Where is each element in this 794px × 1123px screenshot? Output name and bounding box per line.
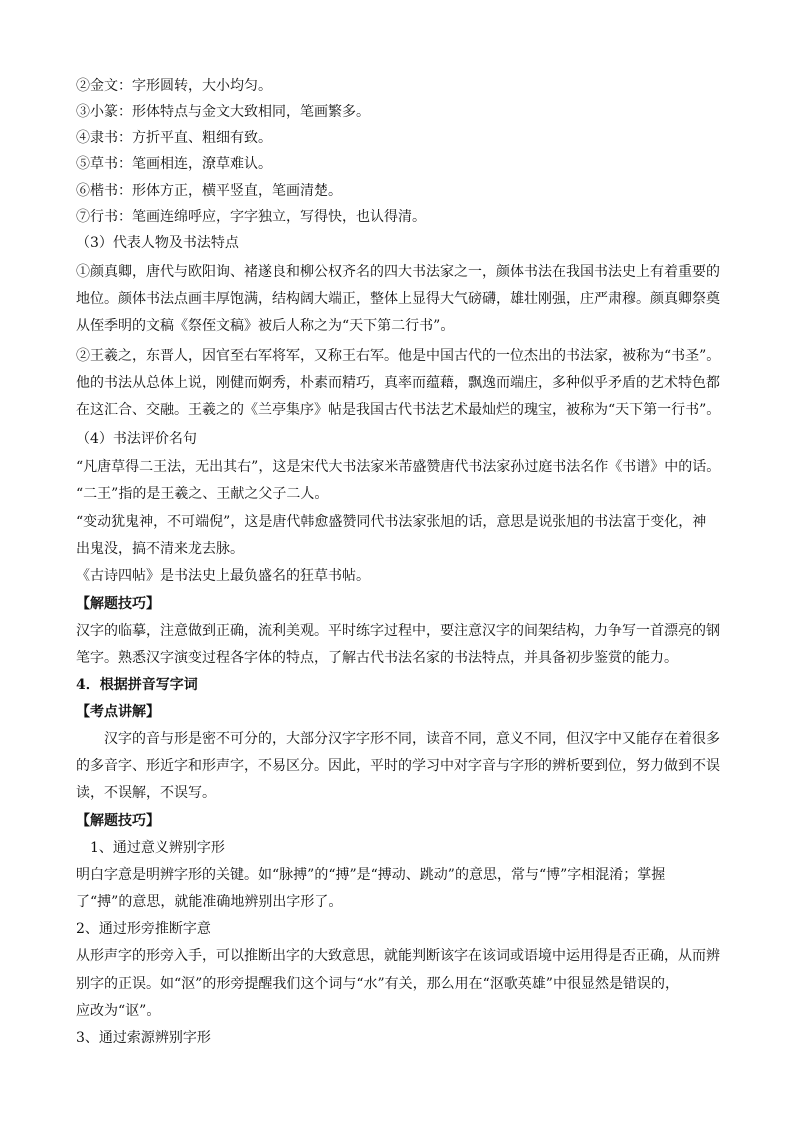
section-title: 4．根据拼音写字词 [76,677,198,693]
text-line: ⑥楷书：形体方正，横平竖直，笔画清楚。 [76,183,342,199]
text-line: ⑦行书：笔画连绵呼应，字字独立，写得快，也认得清。 [76,209,426,225]
text-line: 汉字的临摹，注意做到正确，流利美观。平时练字过程中，要注意汉字的间架结构，力争写一首漂亮的钢 [76,623,720,639]
text-line: ②金文：字形圆转，大小均匀。 [76,78,272,94]
text-line: ⑤草书：笔画相连，潦草难认。 [76,156,272,172]
subsection-heading: 2、通过形旁推断字意 [76,921,211,937]
text-line: 应改为“讴”。 [76,1003,161,1019]
text-line: “凡唐草得二王法，无出其右”，这是宋代大书法家米芾盛赞唐代书法家孙过庭书法名作《书谱》中的话。 [76,459,721,475]
section-label: 【解题技巧】 [76,596,160,612]
text-line: 从侄季明的文稿《祭侄文稿》被后人称之为“天下第二行书”。 [76,318,455,334]
text-line: “变动犹鬼神，不可端倪”，这是唐代韩愈盛赞同代书法家张旭的话，意思是说张旭的书法富于变化，神 [76,514,707,530]
text-line: ④隶书：方折平直、粗细有致。 [76,130,272,146]
text-line: 笔字。熟悉汉字演变过程各字体的特点，了解古代书法名家的书法特点，并具备初步鉴赏的能力。 [76,650,678,666]
subsection-heading: 3、通过索源辨别字形 [76,1030,211,1046]
text-line: 汉字的音与形是密不可分的，大部分汉字字形不同，读音不同，意义不同，但汉字中又能存在着很多 [76,731,720,747]
text-line: 读，不误解，不误写。 [76,785,216,801]
text-line: 的多音字、形近字和形声字，不易区分。因此，平时的学习中对字音与字形的辨析要到位，努力做到不误 [76,758,720,774]
text-line: 地位。颜体书法点画丰厚饱满，结构阔大端正，整体上显得大气磅礴，雄壮刚强，庄严肃穆。颜真卿祭奠 [76,291,720,307]
subsection-heading: 1、通过意义辨别字形 [76,840,225,856]
text-line: ②王羲之，东晋人，因官至右军将军，又称王右军。他是中国古代的一位杰出的书法家，被称为“书圣”。 [76,348,721,364]
section-heading: （4）书法评价名句 [76,431,197,447]
text-line: 他的书法从总体上说，刚健而婀秀，朴素而精巧，真率而蕴藉，飘逸而端庄，多种似乎矛盾的艺术特色都 [76,375,720,391]
text-line: 明白字意是明辨字形的关键。如“脉搏”的“搏”是“搏动、跳动”的意思，常与“博”字相混淆；掌握 [76,867,666,883]
text-line: 在这汇合、交融。王羲之的《兰亭集序》帖是我国古代书法艺术最灿烂的瑰宝，被称为“天下第一行书”。 [76,402,721,418]
text-line: 出鬼没，搞不清来龙去脉。 [76,541,244,557]
section-label: 【考点讲解】 [76,704,160,720]
section-heading: （3）代表人物及书法特点 [76,235,239,251]
text-line: 从形声字的形旁入手，可以推断出字的大致意思，就能判断该字在该词或语境中运用得是否正确，从而辨 [76,948,720,964]
text-line: ③小篆：形体特点与金文大致相同，笔画繁多。 [76,104,370,120]
text-line: “二王”指的是王羲之、王献之父子二人。 [76,486,329,502]
text-line: 《古诗四帖》是书法史上最负盛名的狂草书帖。 [76,568,370,584]
text-line: 别字的正误。如“沤”的形旁提醒我们这个词与“水”有关，那么用在“沤歌英雄”中很显然是错误的， [76,976,679,992]
section-label: 【解题技巧】 [76,813,160,829]
text-line: ①颜真卿，唐代与欧阳询、褚遂良和柳公权齐名的四大书法家之一，颜体书法在我国书法史上有着重要的 [76,264,720,280]
text-line: 了“搏”的意思，就能准确地辨别出字形了。 [76,894,343,910]
